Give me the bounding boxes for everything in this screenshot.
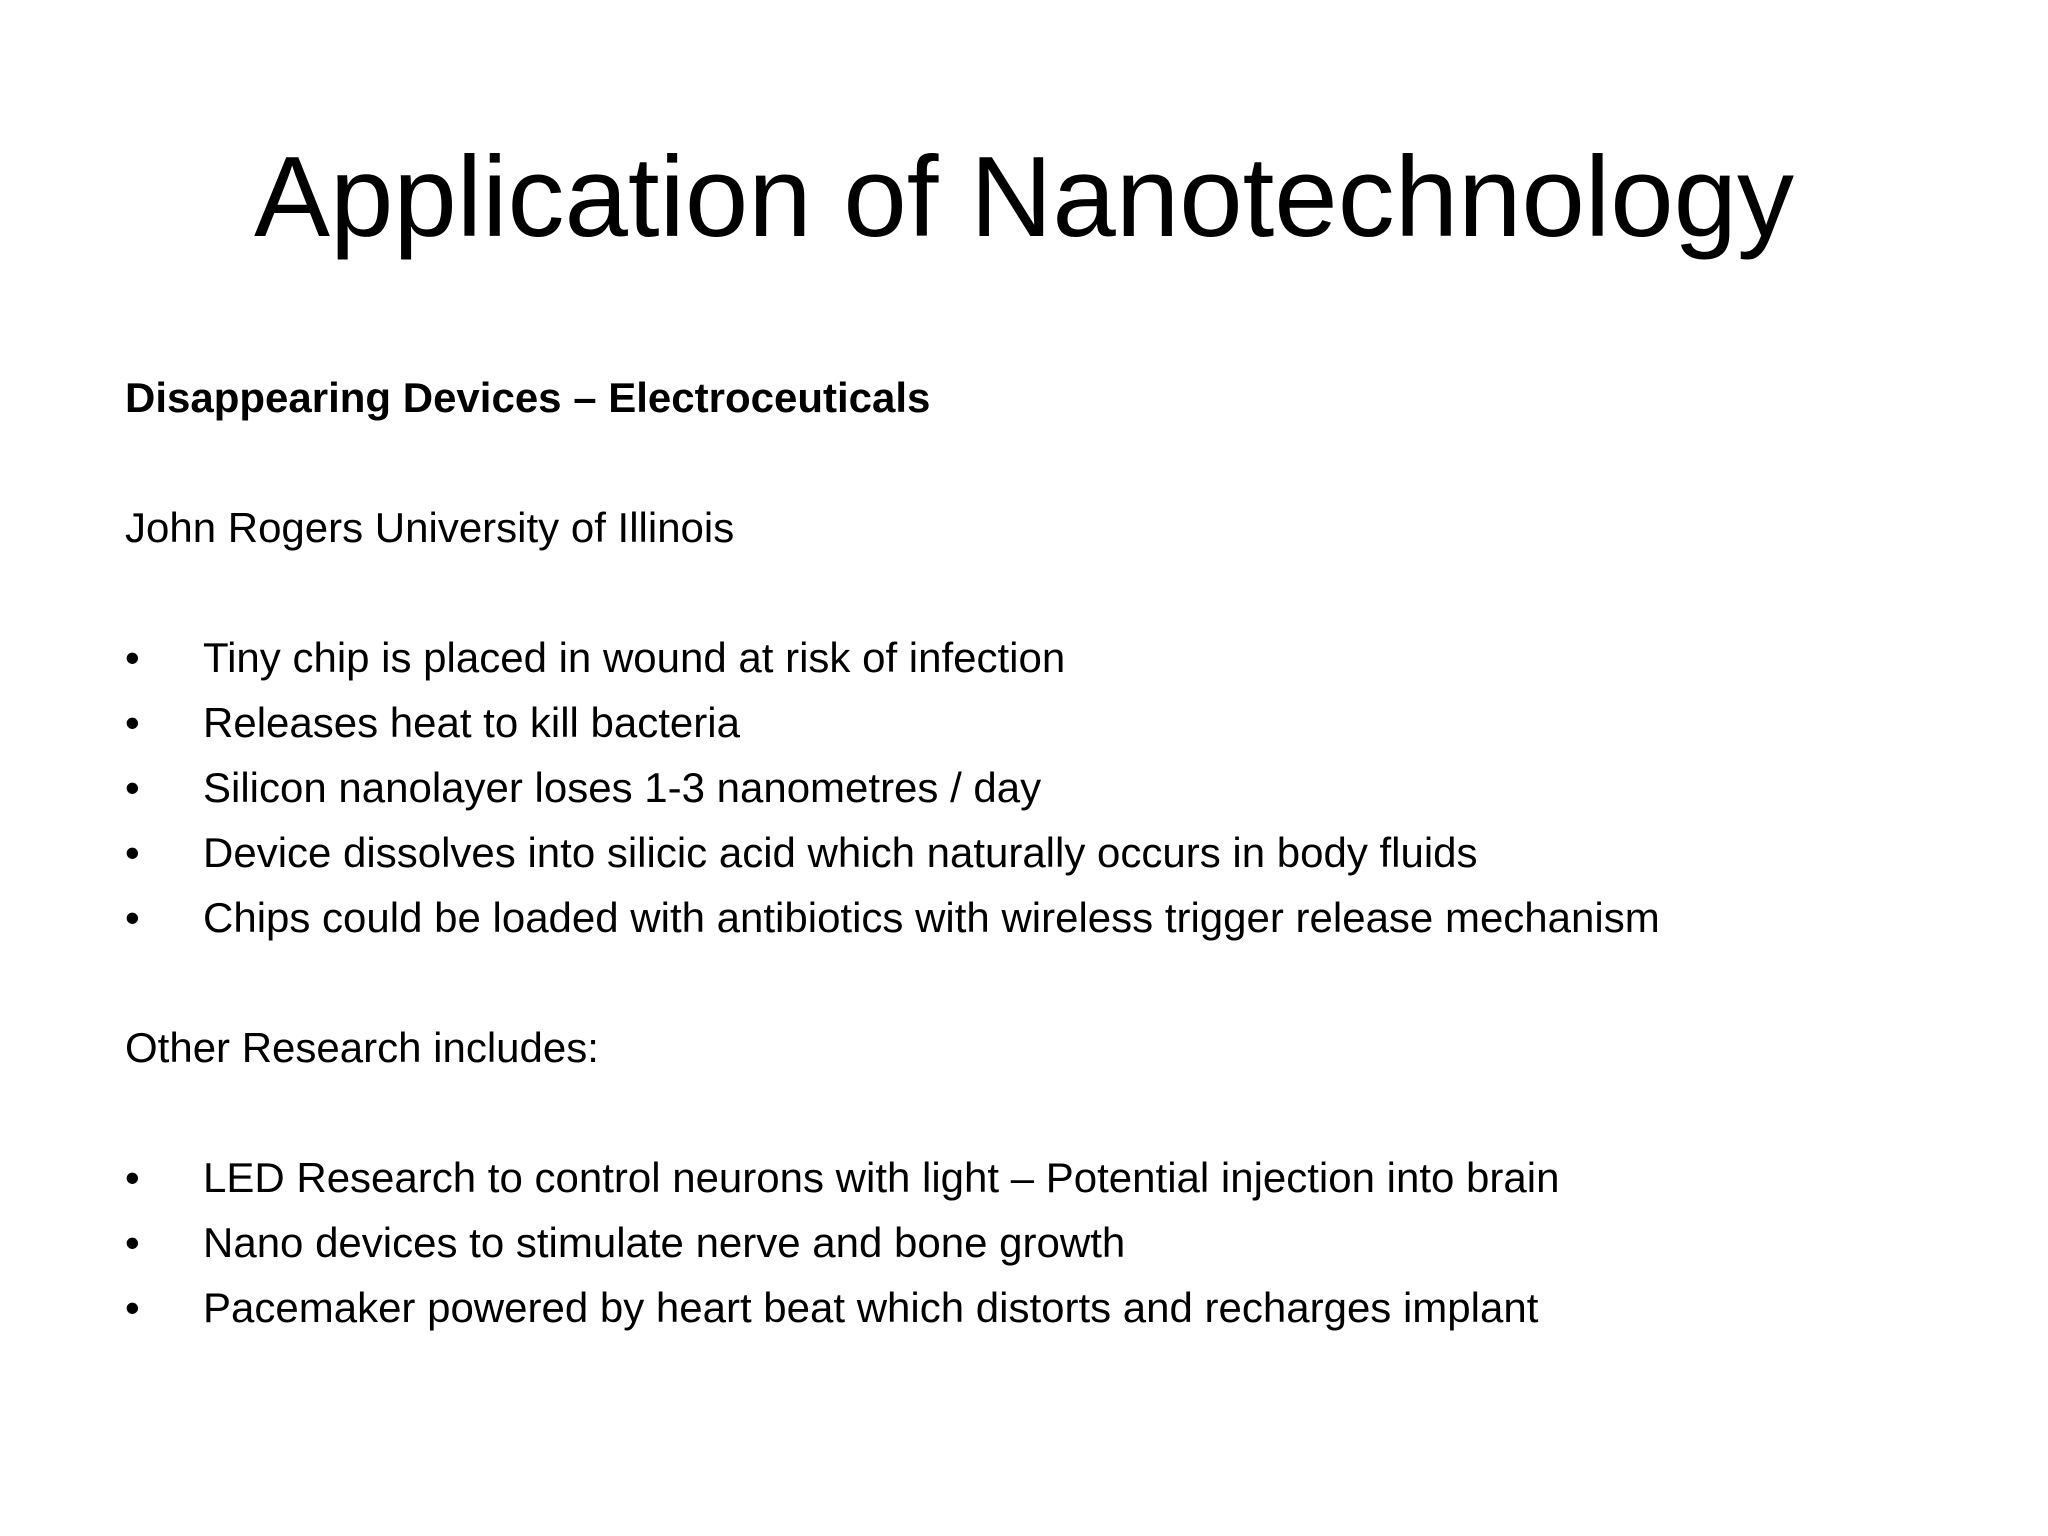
list-item-text: LED Research to control neurons with light – Potential injection into brain	[203, 1154, 1560, 1201]
list-item	[125, 625, 1985, 690]
list-item-text: Tiny chip is placed in wound at risk of infection	[203, 634, 1066, 681]
list-item	[125, 755, 1985, 820]
list-item-text: Releases heat to kill bacteria	[203, 699, 740, 746]
list-item-text: Device dissolves into silicic acid which naturally occurs in body fluids	[203, 829, 1478, 876]
list-item	[125, 690, 1985, 755]
bullet-icon: •	[125, 829, 140, 876]
slide-body	[125, 365, 1985, 1340]
subheading: Disappearing Devices – Electroceuticals	[125, 374, 931, 421]
list-item	[125, 1275, 1985, 1340]
slide-title: Application of Nanotechnology	[253, 134, 1795, 261]
list-item-text: Silicon nanolayer loses 1-3 nanometres / day	[203, 764, 1042, 811]
list-item-text: Nano devices to stimulate nerve and bone growth	[203, 1219, 1126, 1266]
list-item-text: Chips could be loaded with antibiotics with wireless trigger release mechanism	[203, 894, 1660, 941]
list-item	[125, 820, 1985, 885]
bullet-icon: •	[125, 634, 140, 681]
spacer	[125, 950, 1985, 1015]
primary-bullet-list	[125, 625, 1985, 950]
bullet-icon: •	[125, 764, 140, 811]
spacer	[125, 430, 1985, 495]
bullet-icon: •	[125, 1284, 140, 1331]
list-item	[125, 885, 1985, 950]
spacer	[125, 560, 1985, 625]
bullet-icon: •	[125, 699, 140, 746]
bullet-icon: •	[125, 894, 140, 941]
list-item	[125, 1210, 1985, 1275]
spacer	[125, 1080, 1985, 1145]
list-item	[125, 1145, 1985, 1210]
list-item-text: Pacemaker powered by heart beat which distorts and recharges implant	[203, 1284, 1539, 1331]
other-bullet-list	[125, 1145, 1985, 1340]
attribution: John Rogers University of Illinois	[125, 504, 735, 551]
bullet-icon: •	[125, 1154, 140, 1201]
bullet-icon: •	[125, 1219, 140, 1266]
other-research-heading: Other Research includes:	[125, 1024, 599, 1071]
